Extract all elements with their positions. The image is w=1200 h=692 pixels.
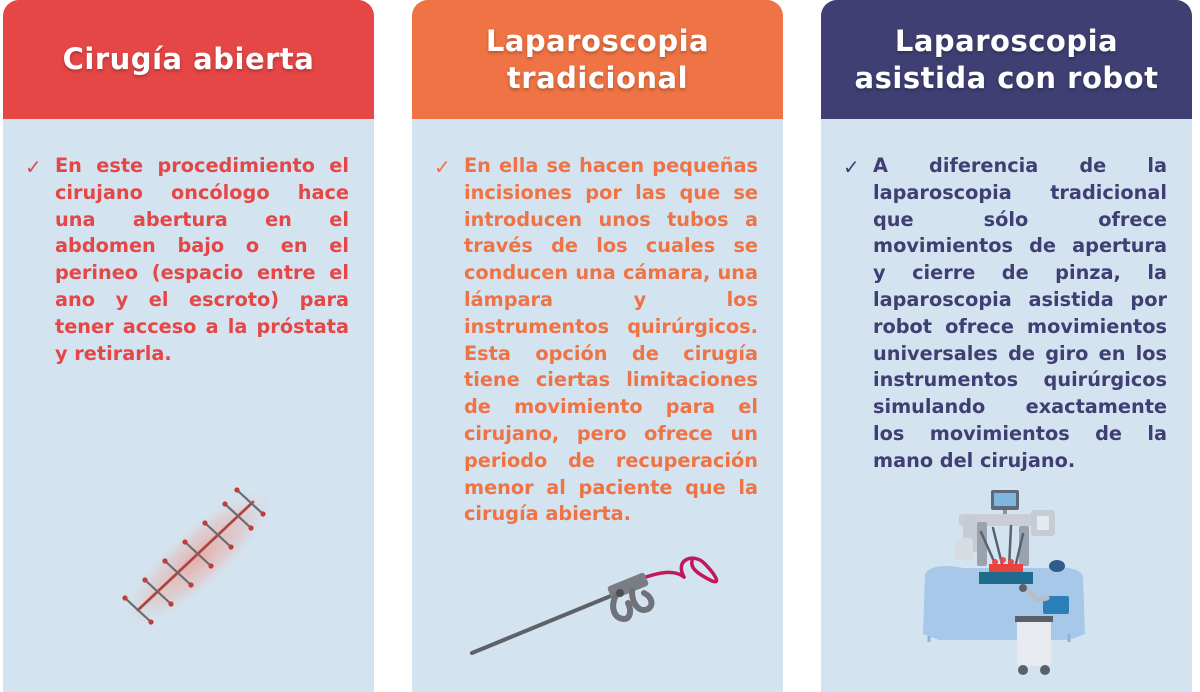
- card-body: [821, 119, 1192, 472]
- sutured-incision-illustration: [103, 470, 293, 645]
- surgical-robot-illustration: [919, 488, 1091, 678]
- card-header: [412, 0, 783, 119]
- card-title: Cirugía abierta: [62, 42, 315, 76]
- card-title: Laparoscopia tradicional: [485, 23, 710, 95]
- card-text: A diferencia de la laparoscopia tradicional que sólo ofrece movimientos de apertura y cierre de pinza, la laparoscopia asistida por robot ofrece movimientos universales de giro en los instrumentos quirúrgicos simulando exactamente los movimientos de la mano del cirujano.: [873, 154, 1167, 472]
- card-body: [412, 119, 783, 526]
- card-title: Laparoscopia asistida con robot: [854, 23, 1159, 95]
- card-robot-laparoscopy: [821, 0, 1192, 692]
- card-text: En este procedimiento el cirujano oncólogo hace una abertura en el abdomen bajo o en el perineo (espacio entre el ano y el escroto) para tener acceso a la próstata y retirarla.: [55, 154, 349, 365]
- card-open-surgery: [3, 0, 374, 692]
- card-header: [821, 0, 1192, 119]
- card-traditional-laparoscopy: [412, 0, 783, 692]
- check-icon: ✓: [25, 155, 42, 179]
- card-text: En ella se hacen pequeñas incisiones por las que se introducen unos tubos a través de los cuales se conducen una cámara, una lámpara y los instrumentos quirúrgicos. Esta opción de cirugía tiene ciertas limitaciones de movimiento para el cirujano, pero ofrece un periodo de recuperación menor al paciente que la cirugía abierta.: [464, 154, 758, 526]
- laparoscopic-grasper-illustration: [468, 555, 728, 660]
- check-icon: ✓: [434, 155, 451, 179]
- card-body: [3, 119, 374, 365]
- card-header: [3, 0, 374, 119]
- check-icon: ✓: [843, 155, 860, 179]
